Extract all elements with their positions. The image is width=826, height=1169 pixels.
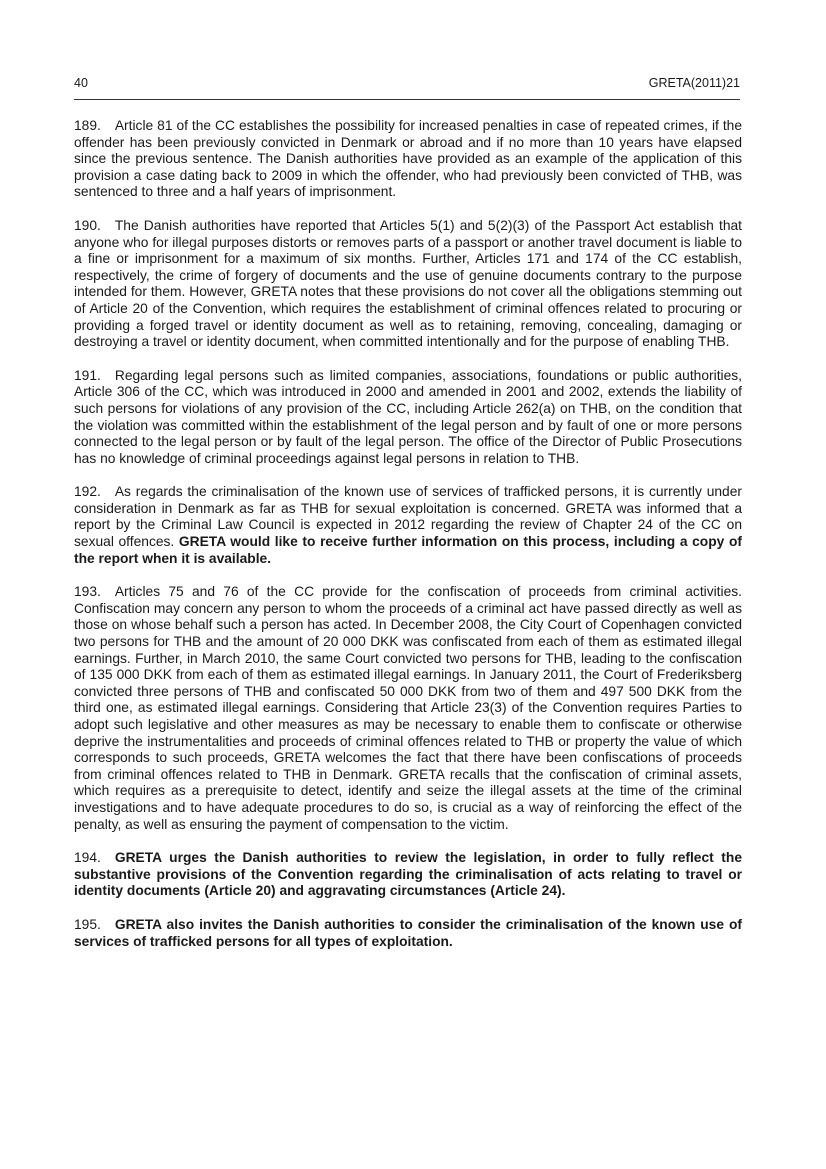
paragraph-number: 195. bbox=[74, 916, 101, 932]
header-rule bbox=[74, 99, 740, 100]
paragraph-text: Article 81 of the CC establishes the possibility for increased penalties in case of repeated crimes, if the offender has been previously convicted in Denmark or abroad and if no more than 10 years have elapsed since the previous sentence. The Danish authorities have provided as an example of the application of this provision a case dating back to 2009 in which the offender, who had previously been convicted of THB, was sentenced to three and a half years of imprisonment. bbox=[74, 118, 742, 200]
paragraph-text: The Danish authorities have reported that Articles 5(1) and 5(2)(3) of the Passport Act establish that anyone who for illegal purposes distorts or removes parts of a passport or another travel document is liable to a fine or imprisonment for a maximum of six months. Further, Articles 171 and 174 of the CC establish, respectively, the crime of forgery of documents and the use of genuine documents contrary to the purpose intended for them. However, GRETA notes that these provisions do not cover all the obligations stemming out of Article 20 of the Convention, which requires the establishment of criminal offences related to procuring or providing a forged travel or identity document as well as to retaining, removing, concealing, damaging or destroying a travel or identity document, when committed intentionally and for the purpose of enabling THB. bbox=[74, 217, 742, 350]
paragraph-bold-text: GRETA urges the Danish authorities to review the legislation, in order to fully reflect the substantive provisions of the Convention regarding the criminalisation of acts relating to travel or identity documents (Article 20) and aggravating circumstances (Article 24). bbox=[74, 850, 742, 899]
paragraph-number: 189. bbox=[74, 118, 101, 133]
document-reference: GRETA(2011)21 bbox=[648, 76, 740, 90]
paragraph-number: 193. bbox=[74, 584, 101, 600]
paragraph-number: 192. bbox=[74, 484, 101, 500]
paragraph-190 bbox=[74, 218, 742, 351]
paragraph-192 bbox=[74, 484, 742, 567]
paragraph-text: Articles 75 and 76 of the CC provide for the confiscation of proceeds from criminal activities. Confiscation may concern any person to whom the proceeds of a criminal act have passed directly as well as those on whose behalf such a person has acted. In December 2008, the City Court of Copenhagen convicted two persons for THB and the amount of 20 000 DKK was confiscated from each of them as estimated illegal earnings. Further, in March 2010, the same Court convicted two persons for THB, leading to the confiscation of 135 000 DKK from each of them as estimated illegal earnings. In January 2011, the Court of Frederiksberg convicted three persons of THB and confiscated 50 000 DKK from two of them and 497 500 DKK from the third one, as estimated illegal earnings. Considering that Article 23(3) of the Convention requires Parties to adopt such legislative and other measures as may be necessary to enable them to confiscate or otherwise deprive the instrumentalities and proceeds of criminal offences related to THB or property the value of which corresponds to such proceeds, GRETA welcomes the fact that there have been confiscations of proceeds from criminal offences related to THB in Denmark. GRETA recalls that the confiscation of criminal assets, which requires as a prerequisite to detect, identify and seize the illegal assets at the time of the criminal investigations and to have adequate procedures to do so, is crucial as a way of reinforcing the effect of the penalty, as well as ensuring the payment of compensation to the victim. bbox=[74, 584, 742, 832]
document-body bbox=[74, 118, 742, 967]
paragraph-text: As regards the criminalisation of the known use of services of trafficked persons, it is currently under consideration in Denmark as far as THB for sexual exploitation is concerned. GRETA was informed that a report by the Criminal Law Council is expected in 2012 regarding the review of Chapter 24 of the CC on sexual offences. bbox=[74, 484, 742, 550]
paragraph-bold-text: GRETA would like to receive further information on this process, including a copy of the report when it is available. bbox=[74, 534, 742, 566]
paragraph-number: 194. bbox=[74, 850, 101, 866]
paragraph-191 bbox=[74, 368, 742, 468]
paragraph-bold-text: GRETA also invites the Danish authorities to consider the criminalisation of the known use of services of trafficked persons for all types of exploitation. bbox=[74, 916, 742, 949]
paragraph-195 bbox=[74, 917, 742, 950]
paragraph-text: Regarding legal persons such as limited companies, associations, foundations or public authorities, Article 306 of the CC, which was introduced in 2000 and amended in 2001 and 2002, extends the liability of such persons for violations of any provision of the CC, including Article 262(a) on THB, on the condition that the violation was committed within the establishment of the legal person and by fault of one or more persons connected to the legal person or by fault of the legal person. The office of the Director of Public Prosecutions has no knowledge of criminal proceedings against legal persons in relation to THB. bbox=[74, 367, 742, 466]
paragraph-194 bbox=[74, 850, 742, 900]
paragraph-number: 190. bbox=[74, 217, 101, 233]
paragraph-193 bbox=[74, 584, 742, 833]
paragraph-189 bbox=[74, 118, 742, 201]
paragraph-number: 191. bbox=[74, 367, 101, 383]
page-number: 40 bbox=[74, 76, 88, 90]
